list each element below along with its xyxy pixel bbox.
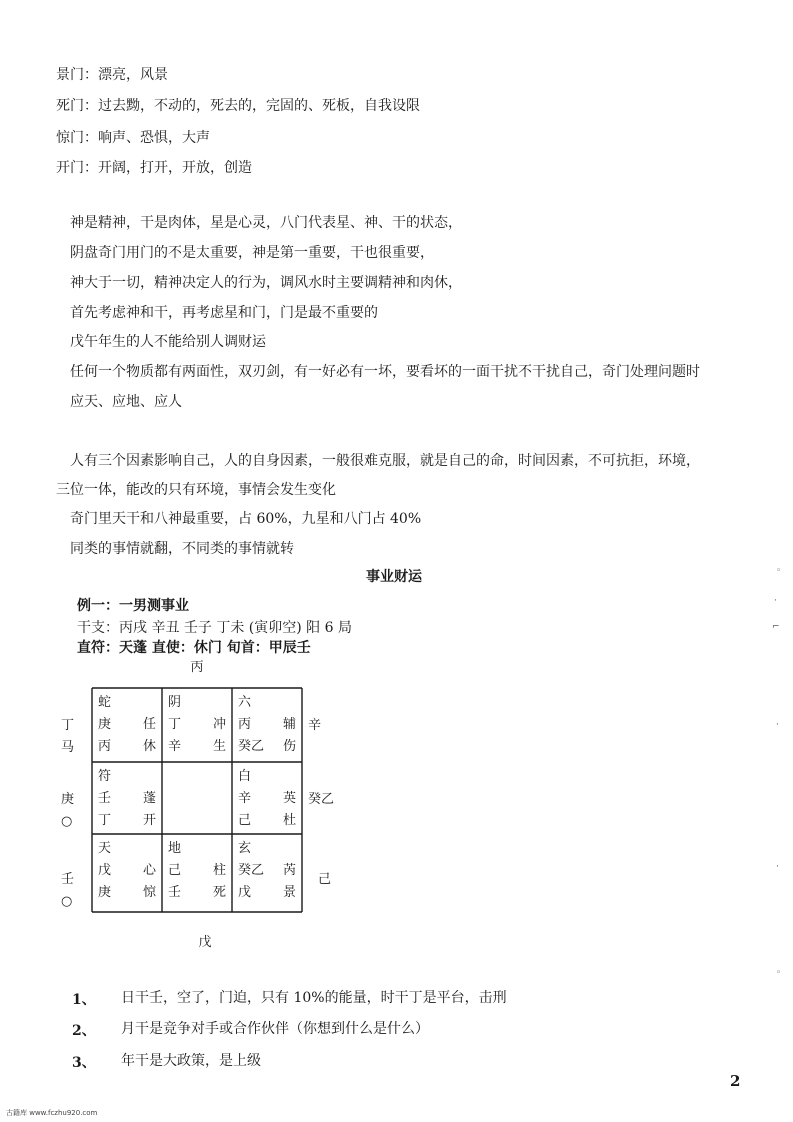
note-text: 年干是大政策，是上级 [121, 1053, 261, 1069]
gate-line: 惊门：响声、恐惧，大声 [56, 130, 210, 146]
text-line: 戊午年生的人不能给别人调财运 [70, 334, 266, 350]
text-line: 首先考虑神和干，再考虑星和门，门是最不重要的 [70, 305, 378, 321]
board-left-label: 丁 [61, 718, 75, 733]
cell-shen: 阴 [168, 695, 182, 710]
board-bottom-label: 戊 [198, 935, 212, 950]
cell-tian-gan: 癸乙 [238, 863, 265, 878]
text-line: 奇门里天干和八神最重要，占 60%，九星和八门占 40% [70, 511, 422, 527]
text-line: 应天、应地、应人 [70, 394, 182, 410]
cell-shen: 白 [238, 769, 252, 784]
board-left-label: 庚 [61, 792, 75, 807]
cell-tian-gan: 己 [168, 863, 182, 878]
cell-tian-gan: 庚 [98, 717, 112, 732]
cell-shen: 蛇 [98, 695, 112, 710]
text-line: 神大于一切，精神决定人的行为，调风水时主要调精神和肉休， [70, 275, 462, 291]
cell-di-gan: 壬 [168, 885, 182, 900]
text-line: 同类的事情就翻，不同类的事情就转 [70, 541, 294, 557]
text-line: 三位一体，能改的只有环境，事情会发生变化 [56, 482, 336, 498]
board-right-label: 辛 [308, 718, 322, 733]
text-line: 人有三个因素影响自己，人的自身因素，一般很难克服，就是自己的命，时间因素，不可抗拒，环境， [70, 453, 700, 469]
cell-door: 伤 [282, 739, 296, 754]
gate-line: 死门：过去黝，不动的，死去的，完固的、死板，自我设限 [56, 98, 420, 114]
cell-star: 冲 [212, 717, 226, 732]
section-title: 事业财运 [366, 569, 422, 585]
cell-star: 心 [142, 863, 156, 878]
cell-door: 杜 [282, 813, 296, 828]
example-ganzhi: 干支：丙戌 辛丑 壬子 丁未 (寅卯空) 阳 6 局 [77, 620, 352, 636]
cell-door: 景 [282, 885, 296, 900]
note-number: 3、 [72, 1055, 96, 1071]
cell-di-gan: 癸乙 [238, 739, 265, 754]
scan-mark: · [774, 596, 777, 606]
cell-tian-gan: 辛 [238, 791, 252, 806]
cell-di-gan: 丙 [98, 739, 112, 754]
board-left-label: 壬 [61, 872, 75, 887]
scan-mark: ⌐ [772, 622, 780, 632]
scan-mark: · [776, 862, 779, 872]
cell-star: 芮 [282, 863, 296, 878]
board-left-label: ○ [61, 814, 73, 829]
board-right-label: 癸乙 [308, 792, 335, 807]
cell-star: 辅 [282, 717, 296, 732]
cell-shen: 符 [98, 769, 112, 784]
scan-mark: ◦ [776, 968, 782, 978]
gate-line: 景门：漂亮，风景 [56, 67, 168, 83]
cell-star: 蓬 [142, 791, 156, 806]
cell-tian-gan: 戊 [98, 863, 112, 878]
board-right-label: 己 [318, 872, 332, 887]
cell-door: 生 [212, 739, 226, 754]
cell-shen: 玄 [238, 841, 252, 856]
cell-di-gan: 己 [238, 813, 252, 828]
cell-shen: 地 [168, 841, 182, 856]
page-number: 2 [730, 1072, 741, 1090]
example-title: 例一：一男测事业 [77, 598, 189, 614]
text-line: 任何一个物质都有两面性，双刃剑，有一好必有一坏，要看坏的一面干扰不干扰自己，奇门处理问题时 [70, 364, 700, 380]
board-left-label: 马 [61, 740, 75, 755]
cell-door: 开 [142, 813, 156, 828]
footer-watermark: 古籍库 www.fczhu920.com [6, 1109, 98, 1117]
cell-tian-gan: 壬 [98, 791, 112, 806]
scan-mark: · [776, 720, 779, 730]
cell-tian-gan: 丙 [238, 717, 252, 732]
cell-door: 惊 [142, 885, 156, 900]
cell-shen: 六 [238, 695, 252, 710]
cell-shen: 天 [98, 841, 112, 856]
cell-di-gan: 戊 [238, 885, 252, 900]
board-left-label: ○ [61, 894, 73, 909]
board-top-label: 丙 [190, 660, 204, 675]
note-text: 日干壬，空了，门迫，只有 10%的能量，时干丁是平台，击刑 [121, 990, 507, 1006]
cell-star: 任 [142, 717, 156, 732]
text-line: 阴盘奇门用门的不是太重要，神是第一重要，干也很重要， [70, 245, 434, 261]
cell-star: 英 [282, 791, 296, 806]
note-number: 1、 [72, 992, 96, 1008]
scan-mark: ◦ [776, 566, 782, 576]
cell-di-gan: 辛 [168, 739, 182, 754]
example-zhifu: 直符：天蓬 直使：休门 旬首：甲辰壬 [77, 640, 311, 656]
gate-line: 开门：开阔，打开，开放，创造 [56, 160, 252, 176]
note-text: 月干是竞争对手或合作伙伴（你想到什么是什么） [121, 1021, 429, 1037]
note-number: 2、 [72, 1023, 96, 1039]
text-line: 神是精神，干是肉体，星是心灵，八门代表星、神、干的状态， [70, 215, 462, 231]
cell-di-gan: 庚 [98, 885, 112, 900]
cell-door: 休 [142, 739, 156, 754]
cell-door: 死 [212, 885, 226, 900]
cell-star: 柱 [212, 863, 226, 878]
cell-di-gan: 丁 [98, 813, 112, 828]
cell-tian-gan: 丁 [168, 717, 182, 732]
